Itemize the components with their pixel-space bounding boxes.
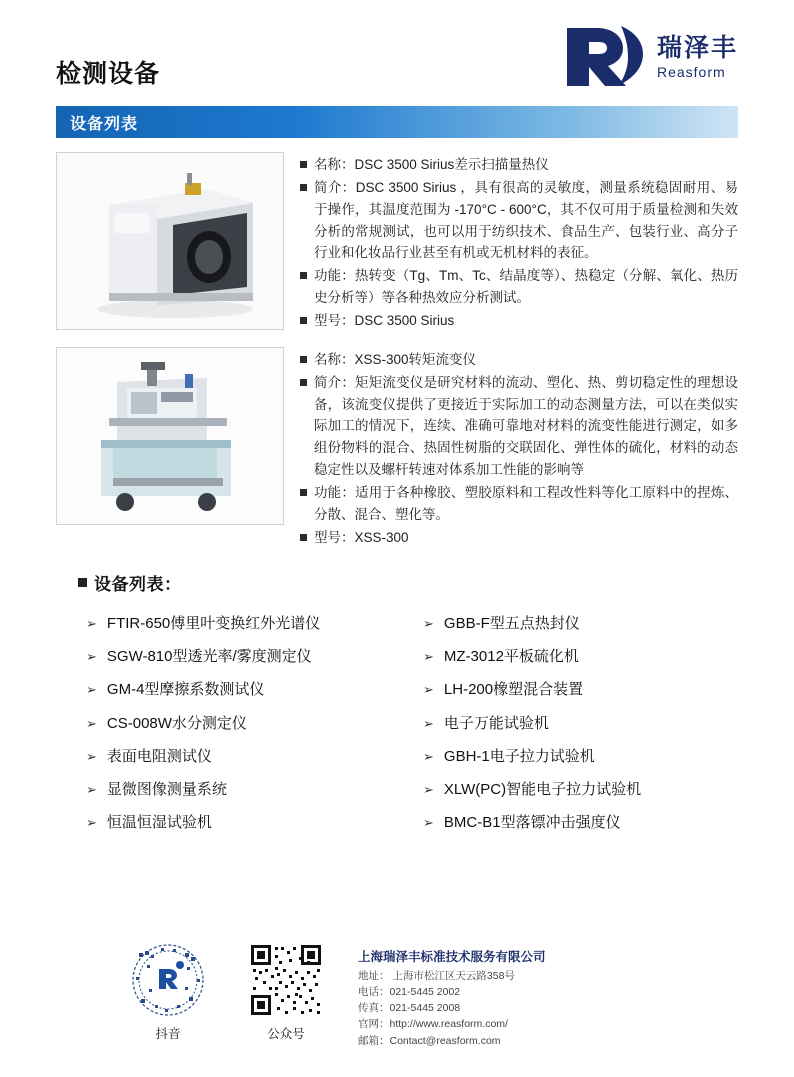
qr-block-wechat [240,943,332,1042]
equipment-name: 恒温恒湿试验机 [106,814,212,832]
arrow-bullet-icon: ➢ [423,648,434,664]
company-email[interactable]: 邮箱：Contact@reasform.com [358,1034,501,1047]
list-item [300,265,738,309]
list-item [300,482,738,526]
brand-text [657,35,738,80]
bullet-text: 型号：DSC 3500 Sirius [314,313,455,329]
document-header [56,0,738,92]
equipment-name: 表面电阻测试仪 [106,747,212,765]
equipment-name: CS-008W水分测定仪 [106,714,247,732]
qr-block-douyin [122,943,214,1042]
equipment-name: 电子万能试验机 [443,714,549,732]
square-bullet-icon [300,534,307,541]
document-footer [56,943,738,1049]
product-block [56,347,738,550]
product-description-list [300,152,738,333]
equipment-name: GM-4型摩擦系数测试仪 [106,681,265,699]
arrow-bullet-icon: ➢ [86,648,97,664]
wechat-qr-icon[interactable] [249,943,323,1017]
list-item [300,310,738,332]
list-item [423,806,738,839]
xss-300-photo [56,347,284,525]
section-bar-title: 设备列表 [70,115,139,133]
dsc-3500-sirius-photo [56,152,284,330]
product-block [56,152,738,333]
qr-caption: 公众号 [267,1026,305,1041]
list-item [423,673,738,706]
page-title: 检测设备 [56,60,161,88]
list-item [86,806,401,839]
equipment-name: LH-200橡塑混合装置 [443,681,584,699]
square-bullet-icon [300,356,307,363]
bullet-text: 功能：热转变（Tg、Tm、Tc、结晶度等）、热稳定（分解、氧化、热历史分析等）等各种热效应分析测试。 [314,268,738,306]
company-info [358,943,738,1049]
equipment-name: GBB-F型五点热封仪 [443,614,580,632]
arrow-bullet-icon: ➢ [423,748,434,764]
arrow-bullet-icon: ➢ [423,782,434,798]
company-phone: 电话：021-5445 2002 [358,985,461,998]
arrow-bullet-icon: ➢ [86,748,97,764]
arrow-bullet-icon: ➢ [86,615,97,631]
bullet-text: 型号：XSS-300 [314,529,409,545]
list-item [423,740,738,773]
company-name: 上海瑞泽丰标准技术服务有限公司 [358,949,546,964]
square-bullet-icon [300,489,307,496]
square-bullet-icon [300,317,307,324]
square-bullet-icon [300,379,307,386]
list-item [86,740,401,773]
equipment-list [56,607,738,840]
company-fax: 传真：021-5445 2008 [358,1002,461,1015]
bullet-text: 名称：DSC 3500 Sirius差示扫描量热仪 [314,157,549,172]
arrow-bullet-icon: ➢ [423,715,434,731]
equipment-name: FTIR-650傅里叶变换红外光谱仪 [106,614,321,632]
arrow-bullet-icon: ➢ [86,815,97,831]
company-website[interactable]: 官网：http://www.reasform.com/ [358,1018,508,1031]
list-item [86,707,401,740]
square-bullet-icon [78,578,87,587]
arrow-bullet-icon: ➢ [423,615,434,631]
bullet-text: 名称：XSS-300转矩流变仪 [314,351,477,367]
equipment-name: SGW-810型透光率/雾度测定仪 [106,647,312,665]
equipment-name: BMC-B1型落镖冲击强度仪 [443,814,621,832]
list-item [86,673,401,706]
equipment-list-heading [56,570,738,595]
r-logo-icon [561,24,647,90]
brand-name-cn: 瑞泽丰 [656,33,738,62]
square-bullet-icon [300,184,307,191]
arrow-bullet-icon: ➢ [423,815,434,831]
product-description-list [300,347,738,550]
arrow-bullet-icon: ➢ [86,682,97,698]
section-bar [56,106,738,138]
list-item [300,349,738,371]
bullet-text: 功能：适用于各种橡胶、塑胶原料和工程改性料等化工原料中的捏炼、分散、混合、塑化等。 [314,485,738,522]
equipment-name: XLW(PC)智能电子拉力试验机 [443,781,642,799]
list-item [423,707,738,740]
douyin-qr-icon[interactable] [131,943,205,1017]
equipment-name: MZ-3012平板硫化机 [443,647,579,665]
square-bullet-icon [300,161,307,168]
arrow-bullet-icon: ➢ [423,682,434,698]
list-item [86,640,401,673]
equipment-name: 显微图像测量系统 [106,781,227,799]
list-item [300,177,738,264]
list-item [300,372,738,481]
equipment-name: GBH-1电子拉力试验机 [443,747,595,765]
brand-logo [561,24,738,92]
bullet-text: 简介：矩矩流变仪是研究材料的流动、塑化、热、剪切稳定性的理想设备，该流变仪提供了更接近于实际加工的动态测量方法，可以在类似实际加工的情况下，连续、准确可靠地对材料的流变性能进行测定，如多组份物料的混合、热固性树脂的交联固化、弹性体的硫化，材料的动态稳定性以及螺杆转速对体系加工性能的影响等 [314,374,738,478]
arrow-bullet-icon: ➢ [86,782,97,798]
list-item [300,154,738,176]
arrow-bullet-icon: ➢ [86,715,97,731]
brand-name-en: Reasform [656,63,726,80]
list-item [423,640,738,673]
list-item [86,607,401,640]
qr-caption: 抖音 [155,1026,181,1041]
list-item [423,773,738,806]
bullet-text: 简介：DSC 3500 Sirius ，具有很高的灵敏度，测量系统稳固耐用、易于操作，其温度范围为 -170°C - 600°C，其不仅可用于质量检测和失效分析的常规测试，也可以用于纺织技术、食品生产、包装行业、高分子行业和化妆品行业甚至有机或无机材料的表征。 [314,179,738,261]
list-item [300,527,738,549]
equipment-list-title: 设备列表： [94,574,182,594]
list-item [423,607,738,640]
company-address: 地址： 上海市松江区天云路358号 [358,969,515,982]
square-bullet-icon [300,272,307,279]
list-item [86,773,401,806]
